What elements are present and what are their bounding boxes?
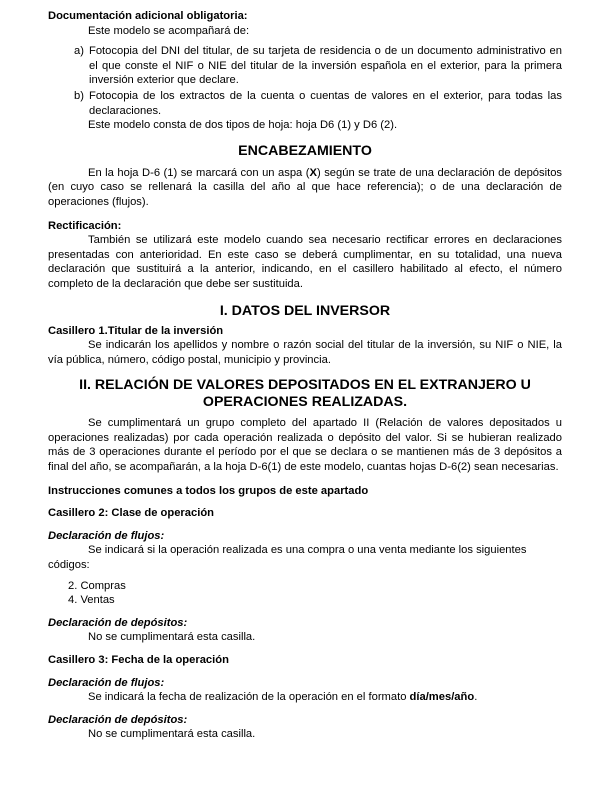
list-label-b: b)	[74, 89, 84, 102]
aspa-mark: X	[309, 166, 317, 179]
flujos-label-2: Declaración de flujos:	[48, 676, 165, 689]
depositos-label-1: Declaración de depósitos:	[48, 616, 188, 629]
adicional-intro: Este modelo se acompañará de:	[88, 24, 250, 37]
list-text-b: Fotocopia de los extractos de la cuenta o cuentas de valores en el exterior, para todas las declaraciones.	[89, 89, 562, 117]
relacion-title-line1: II. RELACIÓN DE VALORES DEPOSITADOS EN EL EXTRANJERO U	[79, 377, 531, 394]
rectificacion-heading: Rectificación:	[48, 219, 122, 232]
relacion-title-line2: OPERACIONES REALIZADAS.	[202, 394, 408, 411]
list-item-a	[48, 44, 562, 88]
relacion-text: Se cumplimentará un grupo completo del apartado II (Relación de valores depositados u operaciones realizadas) por cada operación realizada o depósito del valor. Si se hubieran realizado más de 3 operaciones durante el período por el que se declara o se mantienen más de 3 depósitos a final del año, se acompañarán, a la hoja D-6(1) de este modelo, cuantas hojas D-6(2) sean necesarias.	[48, 417, 562, 474]
flujos-label-1: Declaración de flujos:	[48, 529, 165, 542]
datos-inversor-title: I. DATOS DEL INVERSOR	[219, 302, 391, 319]
adicional-heading: Documentación adicional obligatoria:	[48, 10, 248, 22]
casillero1-heading: Casillero 1.Titular de la inversión	[48, 324, 224, 337]
list-label-a: a)	[74, 45, 84, 58]
depositos-label-2: Declaración de depósitos:	[48, 713, 188, 726]
date-format: día/mes/año	[409, 691, 475, 704]
instrucciones-heading: Instrucciones comunes a todos los grupos de este apartado	[48, 484, 369, 497]
documents-list	[48, 44, 562, 118]
tipos-hoja: Este modelo consta de dos tipos de hoja: hoja D6 (1) y D6 (2).	[88, 119, 398, 132]
code-compras: 2. Compras	[68, 579, 126, 592]
list-text-a: Fotocopia del DNI del titular, de su tarjeta de residencia o de un documento administrativo en el que conste el NIF o NIE del titular de la inversión española en el exterior, para la primera inversión exterior que declare.	[89, 45, 562, 87]
depositos-text-2: No se cumplimentará esta casilla.	[88, 728, 256, 741]
encabezamiento-text: En la hoja D-6 (1) se marcará con un aspa (X) según se trate de una declaración de depósitos (en cuyo caso se rellenará la casilla del año al que hace referencia); o de una declaración de operaciones (flujos).	[48, 166, 563, 208]
flujos-text-1: Se indicará si la operación realizada es una compra o una venta mediante los siguientes códigos:	[48, 544, 527, 572]
rectificacion-text: También se utilizará este modelo cuando sea necesario rectificar errores en declaraciones presentadas con anterioridad. En este caso se deberá cumplimentar, en su totalidad, una nueva declaración que sustituirá a la anterior, indicando, en el casillero habilitado al efecto, el número completo de la declaración que debe ser sustituida.	[48, 234, 562, 290]
casillero1-text: Se indicarán los apellidos y nombre o razón social del titular de la inversión, su NIF o NIE, la vía pública, número, código postal, municipio y provincia.	[48, 339, 562, 366]
depositos-text-1: No se cumplimentará esta casilla.	[88, 631, 256, 644]
document-page	[48, 9, 562, 742]
casillero3-heading: Casillero 3: Fecha de la operación	[48, 654, 229, 666]
codes-list	[48, 579, 562, 608]
casillero2-heading: Casillero 2: Clase de operación	[48, 507, 215, 520]
flujos-text-2: Se indicará la fecha de realización de la operación en el formato día/mes/año.	[88, 691, 478, 704]
code-ventas: 4. Ventas	[68, 594, 115, 607]
list-item-b	[48, 89, 562, 118]
encabezamiento-title: ENCABEZAMIENTO	[238, 142, 372, 159]
